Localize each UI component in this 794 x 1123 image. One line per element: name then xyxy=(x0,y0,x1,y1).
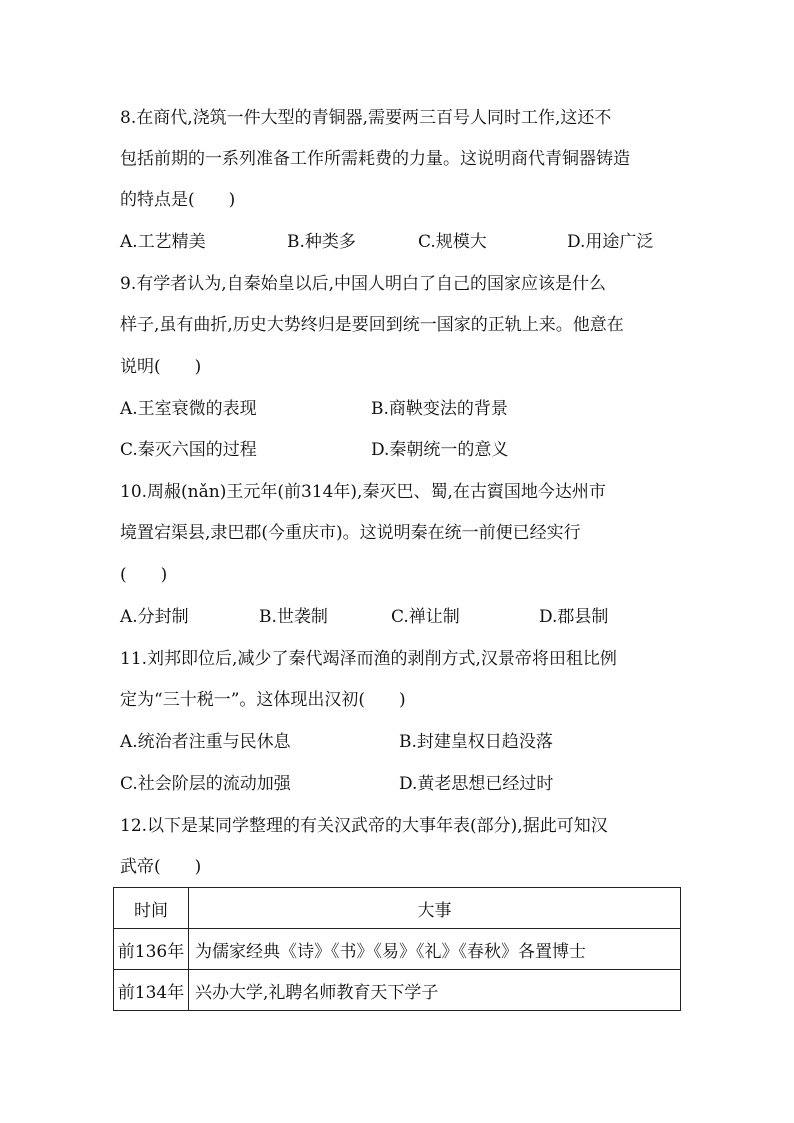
table-row xyxy=(114,970,681,1011)
q11-option-b: B.封建皇权日趋没落 xyxy=(399,732,553,752)
q12-stem-line-2: 武帝( ) xyxy=(120,857,202,877)
q10-option-a: A.分封制 xyxy=(120,607,189,627)
table-header-row xyxy=(114,888,681,929)
q8-option-b: B.种类多 xyxy=(287,232,356,252)
q9-option-c: C.秦灭六国的过程 xyxy=(120,440,257,460)
row-1-event: 为儒家经典《诗》《书》《易》《礼》《春秋》各置博士 xyxy=(189,929,681,970)
q9-option-a: A.王室衰微的表现 xyxy=(120,399,257,419)
q8-stem-line-1: 8.在商代,浇筑一件大型的青铜器,需要两三百号人同时工作,这还不 xyxy=(120,108,612,128)
q11-option-a: A.统治者注重与民休息 xyxy=(120,732,291,752)
header-time: 时间 xyxy=(114,888,189,929)
q10-stem-line-3: ( ) xyxy=(120,565,168,585)
q11-option-c: C.社会阶层的流动加强 xyxy=(120,774,291,794)
q11-stem-line-2: 定为“三十税一”。这体现出汉初( ) xyxy=(120,690,406,710)
q8-stem-line-2: 包括前期的一系列准备工作所需耗费的力量。这说明商代青铜器铸造 xyxy=(120,149,630,169)
q10-option-c: C.禅让制 xyxy=(391,607,460,627)
q11-option-d: D.黄老思想已经过时 xyxy=(399,774,554,794)
q8-option-a: A.工艺精美 xyxy=(120,232,206,252)
row-2-time: 前134年 xyxy=(114,970,189,1011)
events-table xyxy=(113,887,681,1011)
q8-stem-line-3: 的特点是( ) xyxy=(120,190,236,210)
q9-option-d: D.秦朝统一的意义 xyxy=(371,440,509,460)
header-event: 大事 xyxy=(189,888,681,929)
row-1-time: 前136年 xyxy=(114,929,189,970)
q8-option-d: D.用途广泛 xyxy=(567,232,654,252)
q9-stem-line-1: 9.有学者认为,自秦始皇以后,中国人明白了自己的国家应该是什么 xyxy=(120,274,607,294)
q8-option-c: C.规模大 xyxy=(418,232,487,252)
q12-stem-line-1: 12.以下是某同学整理的有关汉武帝的大事年表(部分),据此可知汉 xyxy=(120,816,608,836)
q10-stem-line-1: 10.周赧(nǎn)王元年(前314年),秦灭巴、蜀,在古賨国地今达州市 xyxy=(120,482,606,502)
table-row xyxy=(114,929,681,970)
q9-option-b: B.商鞅变法的背景 xyxy=(371,399,508,419)
q10-stem-line-2: 境置宕渠县,隶巴郡(今重庆市)。这说明秦在统一前便已经实行 xyxy=(120,523,581,543)
q9-stem-line-3: 说明( ) xyxy=(120,357,202,377)
row-2-event: 兴办大学,礼聘名师教育天下学子 xyxy=(189,970,681,1011)
q10-option-b: B.世袭制 xyxy=(259,607,328,627)
q9-stem-line-2: 样子,虽有曲折,历史大势终归是要回到统一国家的正轨上来。他意在 xyxy=(120,315,624,335)
q10-option-d: D.郡县制 xyxy=(539,607,609,627)
q11-stem-line-1: 11.刘邦即位后,减少了秦代竭泽而渔的剥削方式,汉景帝将田租比例 xyxy=(120,649,617,669)
